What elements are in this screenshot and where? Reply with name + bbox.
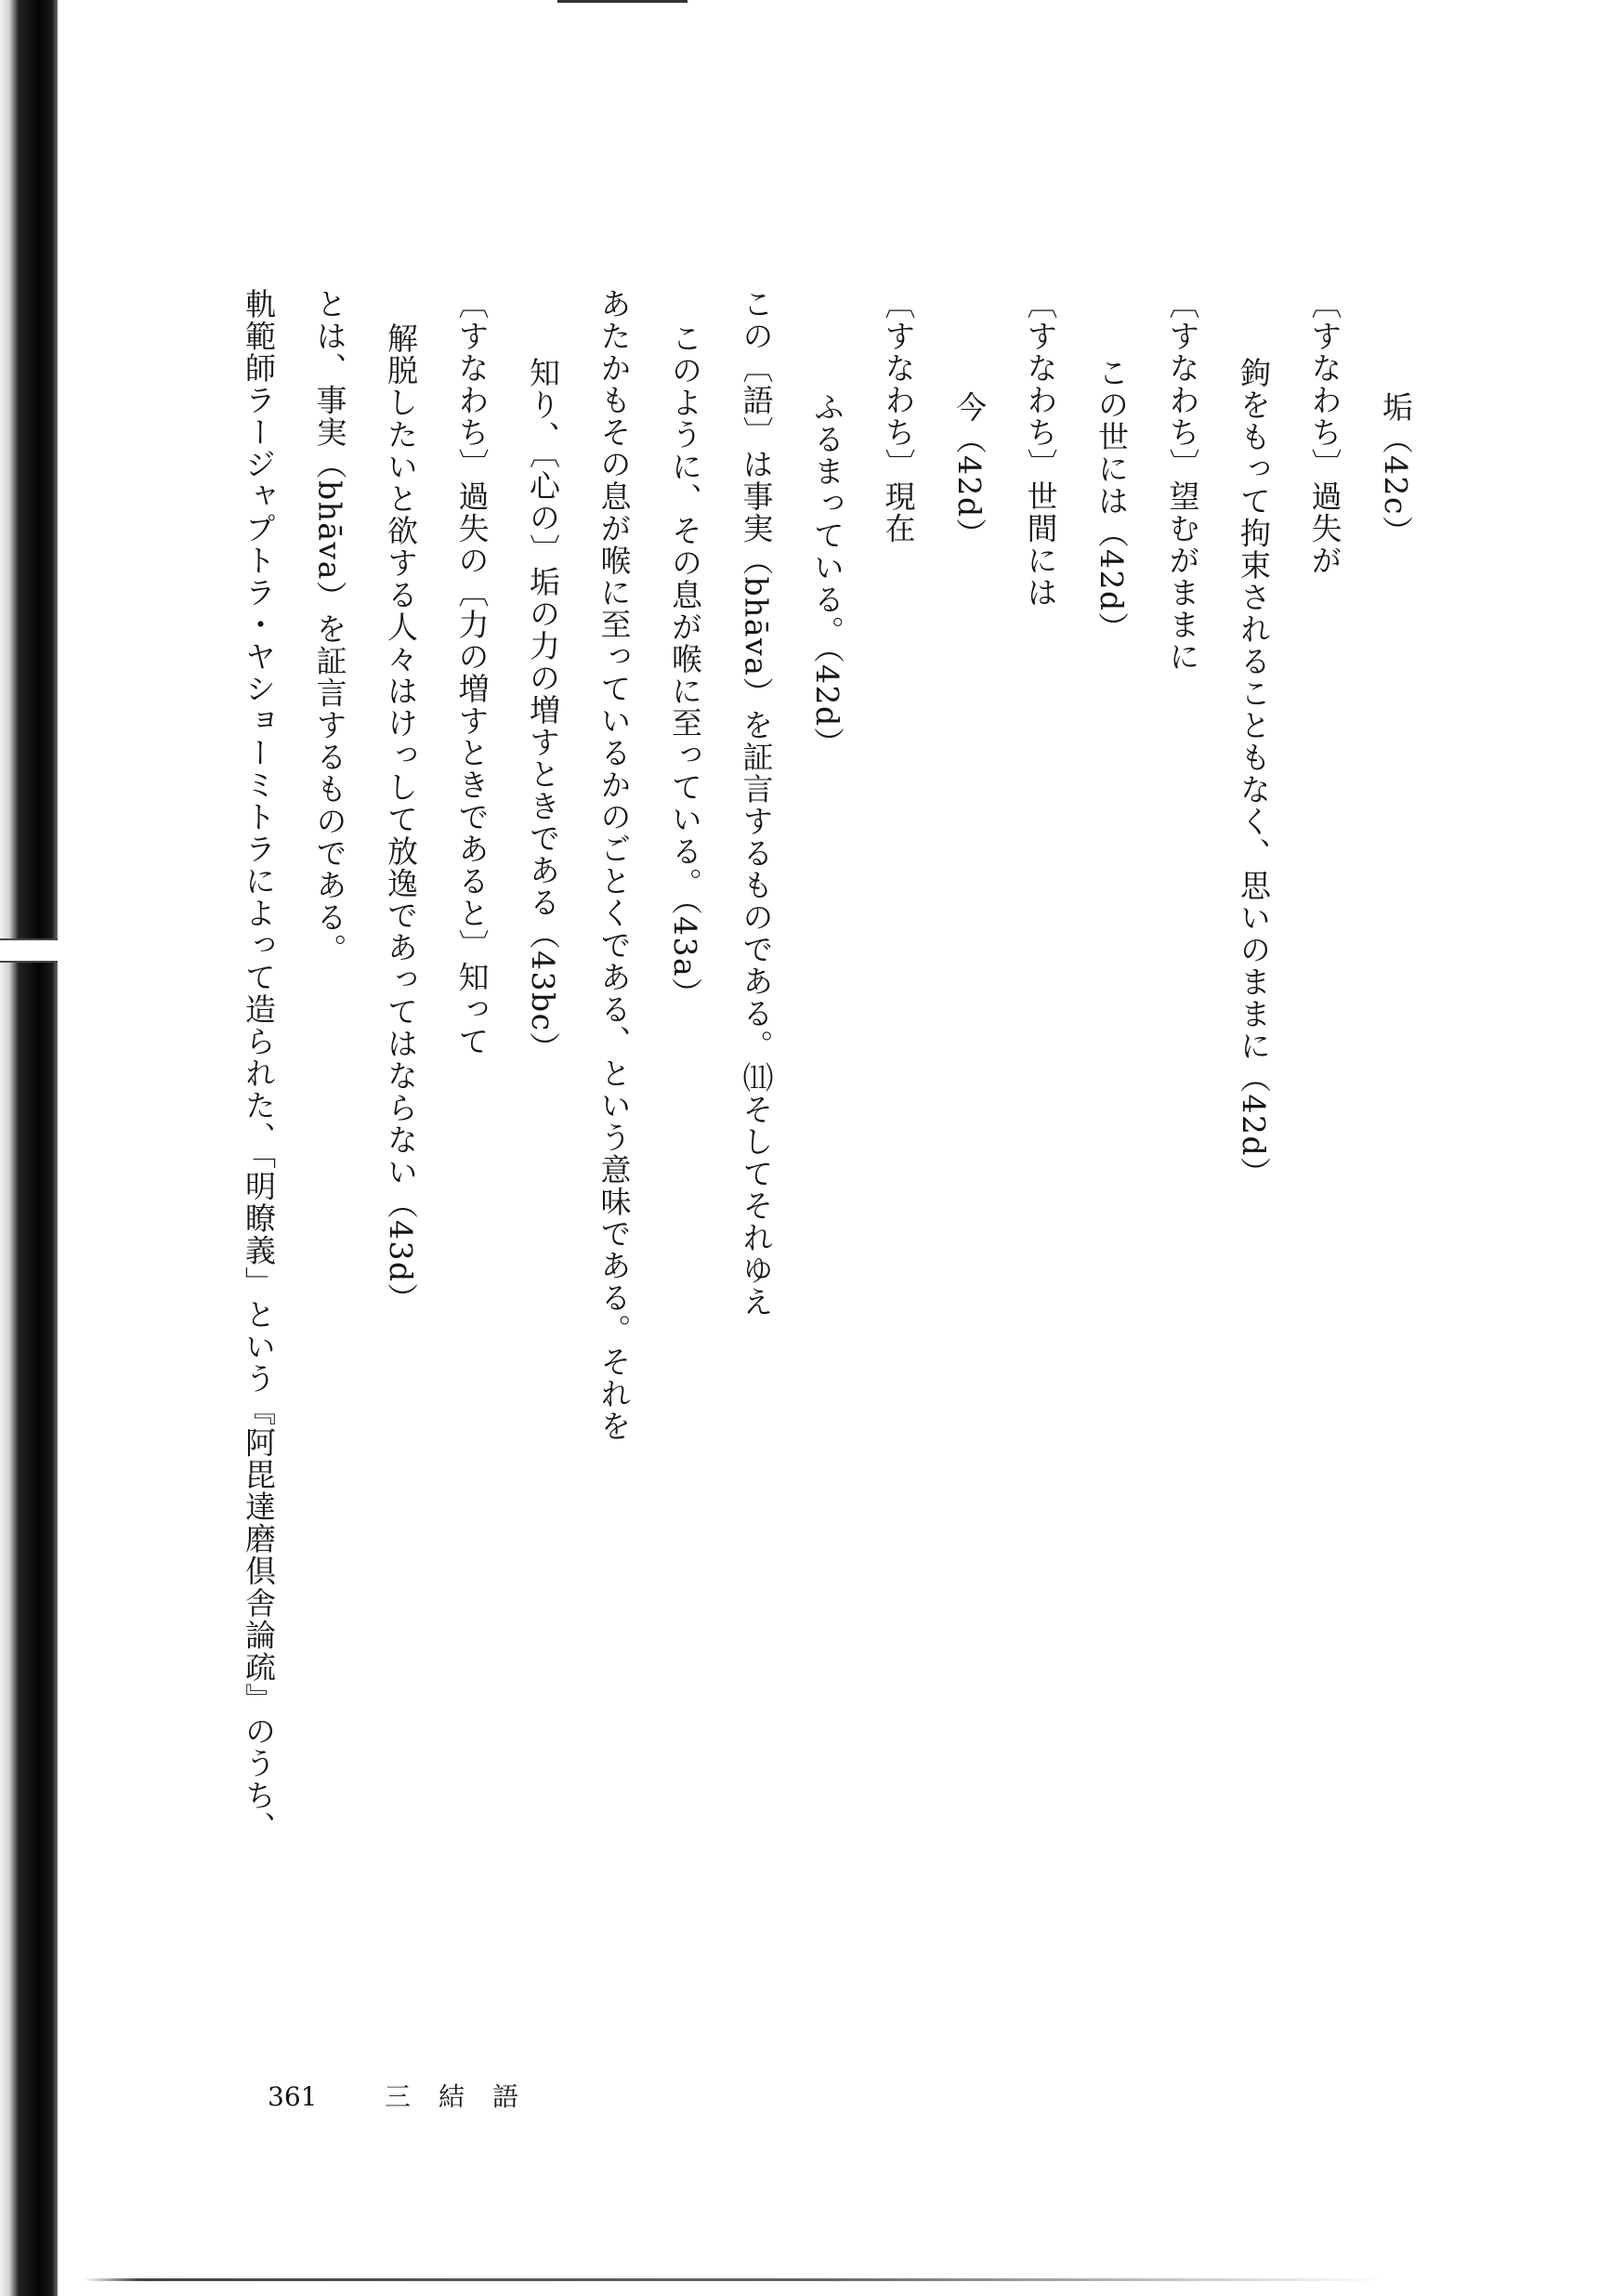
body-line: 〔すなわち〕現在 (880, 288, 917, 544)
book-binding-edge (0, 0, 58, 2296)
scan-bottom-edge (84, 2278, 1384, 2281)
body-line: あたかもその息が喉に至っているかのごとくである、という意味である。それを (596, 288, 633, 1442)
body-line: 〔すなわち〕過失の〔力の増すときであると〕知って (453, 288, 491, 1057)
page-footer (268, 2077, 546, 2114)
body-line: この〔語〕は事実（bhāva）を証言するものである。⑾そしてそれゆえ (738, 288, 775, 1319)
binding-tab-mark (0, 938, 58, 963)
body-line: 〔すなわち〕過失が (1306, 288, 1343, 577)
body-line: 〔すなわち〕世間には (1022, 288, 1059, 609)
body-line: 知り、〔心の〕垢の力の増すときである（43bc） (525, 357, 561, 1065)
scan-top-mark (557, 0, 688, 3)
body-line: 垢（42c） (1378, 391, 1414, 548)
body-line: このように、その息が喉に至っている。（43a） (667, 322, 703, 1010)
body-line: 今（42d） (951, 391, 988, 551)
running-head: 三結語 (385, 2081, 547, 2112)
body-line: 軌範師ラージャプトラ・ヤショーミトラによって造られた、「明瞭義」という『阿毘達磨倶舎論疏』のうち、 (241, 288, 277, 1843)
body-line: とは、事実（bhāva）を証言するものである。 (311, 288, 348, 965)
body-line: ふるまっている。（42d） (809, 391, 845, 760)
page-body-vertical-text (153, 288, 1432, 2053)
body-line: 鉤をもって拘束されることもなく、思いのままに（42d） (1236, 357, 1272, 1189)
page-number: 361 (268, 2081, 318, 2112)
body-line: この世には（42d） (1094, 357, 1130, 645)
body-line: 〔すなわち〕望むがままに (1164, 288, 1201, 673)
body-line: 解脱したいと欲する人々はけっして放逸であってはならない（43d） (383, 322, 419, 1316)
